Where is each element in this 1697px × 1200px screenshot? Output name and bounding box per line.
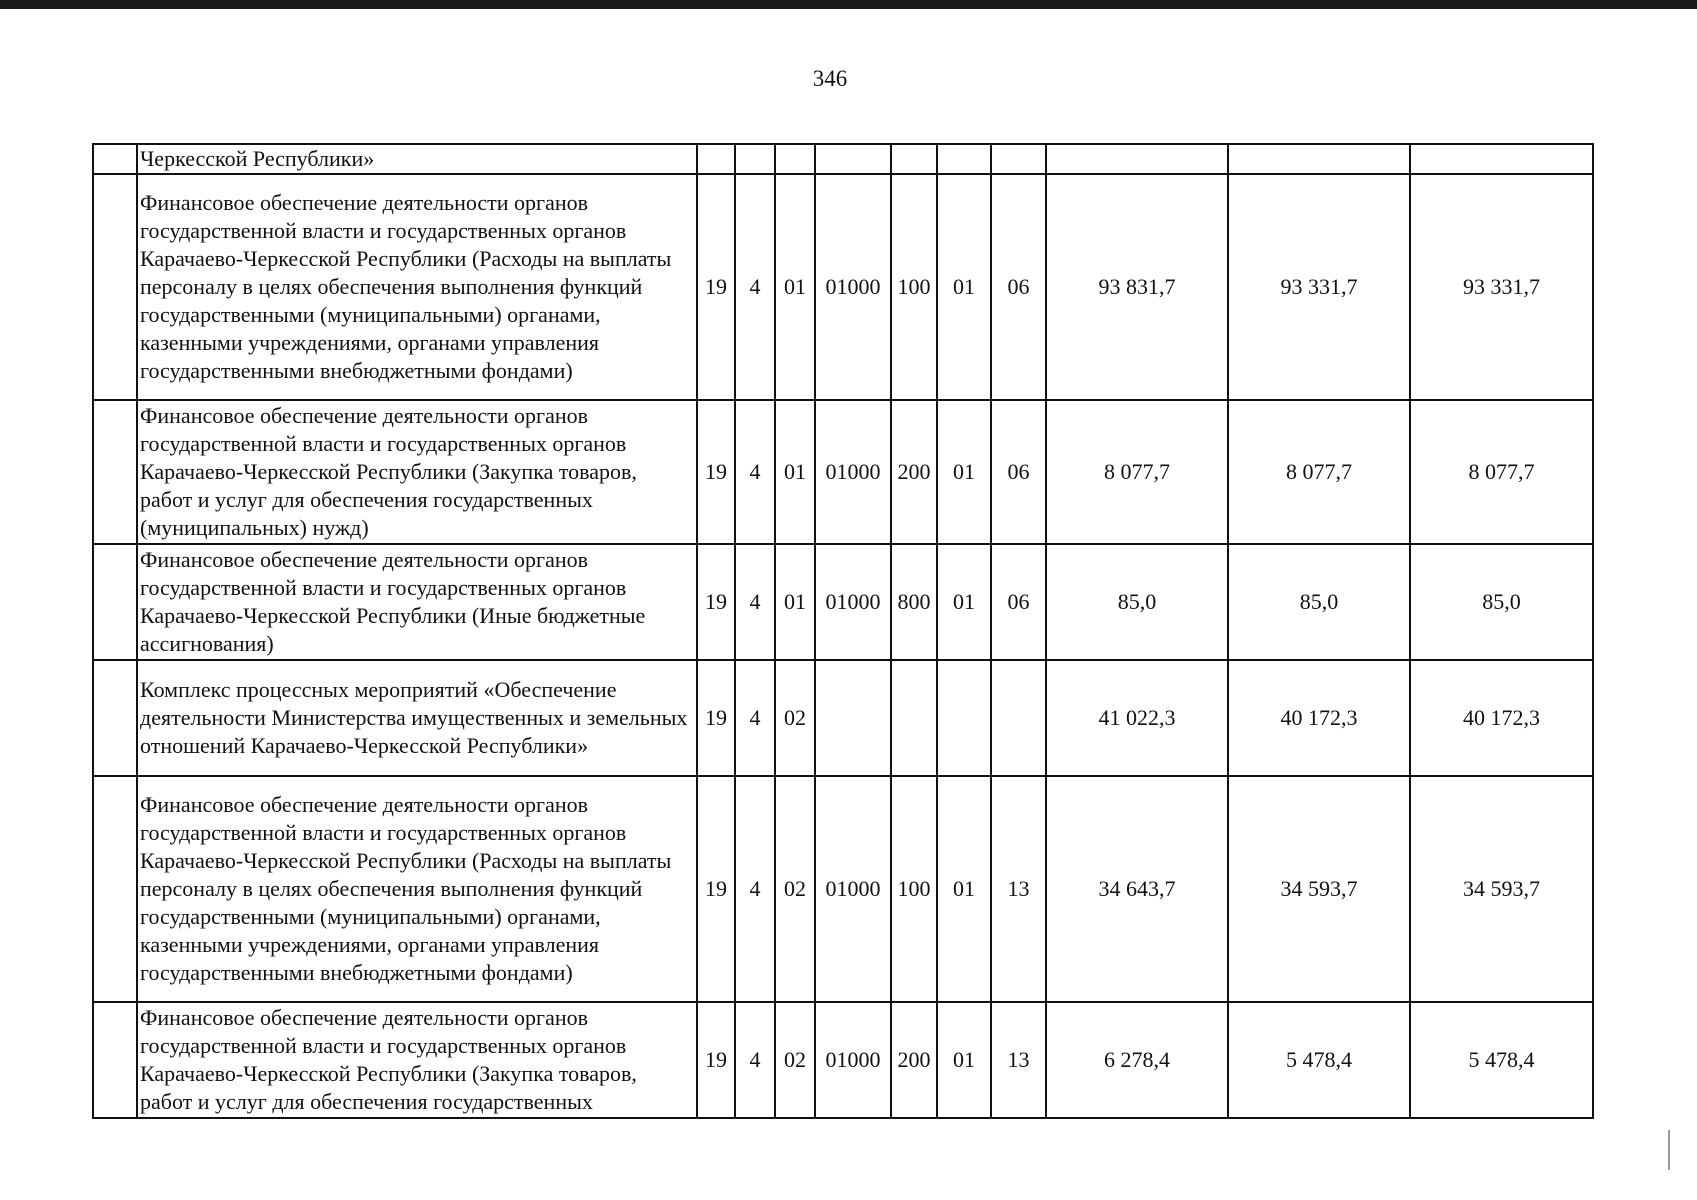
code-cell-subprogram: 02 <box>775 1002 815 1118</box>
description-cell: Финансовое обеспечение деятельности органов государственной власти и государственных органов Карачаево-Черкесской Республики (Расходы на выплаты персоналу в целях обеспечения выполнения функций государственными (муниципальными) органами, казенными учреждениями, органами управления государственными внебюджетными фондами) <box>137 174 697 400</box>
code-cell-direction: 01000 <box>815 544 891 660</box>
amount-cell-year-1 <box>1046 144 1228 174</box>
amount-cell-year-2: 5 478,4 <box>1228 1002 1410 1118</box>
code-cell-ministry <box>697 144 735 174</box>
code-cell-direction: 01000 <box>815 776 891 1002</box>
description-cell: Финансовое обеспечение деятельности органов государственной власти и государственных органов Карачаево-Черкесской Республики (Иные бюджетные ассигнования) <box>137 544 697 660</box>
code-cell-ministry: 19 <box>697 174 735 400</box>
code-cell-direction: 01000 <box>815 400 891 544</box>
amount-cell-year-3: 34 593,7 <box>1410 776 1593 1002</box>
row-index-cell <box>93 174 137 400</box>
description-cell: Комплекс процессных мероприятий «Обеспечение деятельности Министерства имущественных и земельных отношений Карачаево-Черкесской Республики» <box>137 660 697 776</box>
code-cell-expense-type: 800 <box>891 544 937 660</box>
amount-cell-year-2: 40 172,3 <box>1228 660 1410 776</box>
code-cell-section: 01 <box>937 400 991 544</box>
amount-cell-year-1: 8 077,7 <box>1046 400 1228 544</box>
row-index-cell <box>93 144 137 174</box>
code-cell-section <box>937 660 991 776</box>
code-cell-section <box>937 144 991 174</box>
code-cell-expense-type: 100 <box>891 174 937 400</box>
code-cell-subsection: 06 <box>991 400 1046 544</box>
code-cell-subprogram: 02 <box>775 776 815 1002</box>
code-cell-subprogram: 01 <box>775 400 815 544</box>
code-cell-subprogram <box>775 144 815 174</box>
amount-cell-year-3 <box>1410 144 1593 174</box>
budget-table <box>92 143 1594 1119</box>
code-cell-section: 01 <box>937 776 991 1002</box>
code-cell-direction: 01000 <box>815 174 891 400</box>
table-row <box>93 1002 1593 1118</box>
table-row <box>93 660 1593 776</box>
code-cell-subprogram: 01 <box>775 174 815 400</box>
table-row <box>93 776 1593 1002</box>
code-cell-program: 4 <box>735 174 775 400</box>
amount-cell-year-3: 85,0 <box>1410 544 1593 660</box>
budget-table-container <box>92 143 1594 1119</box>
amount-cell-year-3: 8 077,7 <box>1410 400 1593 544</box>
amount-cell-year-2: 93 331,7 <box>1228 174 1410 400</box>
code-cell-subprogram: 02 <box>775 660 815 776</box>
amount-cell-year-1: 6 278,4 <box>1046 1002 1228 1118</box>
table-row <box>93 144 1593 174</box>
code-cell-ministry: 19 <box>697 544 735 660</box>
amount-cell-year-1: 41 022,3 <box>1046 660 1228 776</box>
code-cell-program: 4 <box>735 776 775 1002</box>
code-cell-expense-type <box>891 660 937 776</box>
code-cell-expense-type: 100 <box>891 776 937 1002</box>
amount-cell-year-2: 85,0 <box>1228 544 1410 660</box>
scan-top-edge <box>0 0 1697 9</box>
code-cell-ministry: 19 <box>697 776 735 1002</box>
description-cell: Финансовое обеспечение деятельности органов государственной власти и государственных органов Карачаево-Черкесской Республики (Закупка товаров, работ и услуг для обеспечения государственных (муниципальных) нужд) <box>137 400 697 544</box>
code-cell-subsection: 06 <box>991 544 1046 660</box>
code-cell-direction: 01000 <box>815 1002 891 1118</box>
description-cell: Черкесской Республики» <box>137 144 697 174</box>
amount-cell-year-2 <box>1228 144 1410 174</box>
description-cell: Финансовое обеспечение деятельности органов государственной власти и государственных органов Карачаево-Черкесской Республики (Закупка товаров, работ и услуг для обеспечения государственных <box>137 1002 697 1118</box>
row-index-cell <box>93 660 137 776</box>
code-cell-ministry: 19 <box>697 400 735 544</box>
code-cell-subprogram: 01 <box>775 544 815 660</box>
code-cell-subsection: 13 <box>991 776 1046 1002</box>
amount-cell-year-2: 8 077,7 <box>1228 400 1410 544</box>
row-index-cell <box>93 1002 137 1118</box>
amount-cell-year-1: 85,0 <box>1046 544 1228 660</box>
amount-cell-year-3: 93 331,7 <box>1410 174 1593 400</box>
table-body <box>93 144 1593 1118</box>
amount-cell-year-3: 5 478,4 <box>1410 1002 1593 1118</box>
amount-cell-year-1: 34 643,7 <box>1046 776 1228 1002</box>
code-cell-subsection: 06 <box>991 174 1046 400</box>
code-cell-section: 01 <box>937 1002 991 1118</box>
amount-cell-year-3: 40 172,3 <box>1410 660 1593 776</box>
code-cell-section: 01 <box>937 544 991 660</box>
table-row <box>93 400 1593 544</box>
code-cell-subsection <box>991 144 1046 174</box>
scan-artifact-mark <box>1668 1130 1670 1170</box>
row-index-cell <box>93 400 137 544</box>
description-cell: Финансовое обеспечение деятельности органов государственной власти и государственных органов Карачаево-Черкесской Республики (Расходы на выплаты персоналу в целях обеспечения выполнения функций государственными (муниципальными) органами, казенными учреждениями, органами управления государственными внебюджетными фондами) <box>137 776 697 1002</box>
code-cell-ministry: 19 <box>697 1002 735 1118</box>
code-cell-expense-type: 200 <box>891 400 937 544</box>
code-cell-ministry: 19 <box>697 660 735 776</box>
code-cell-program: 4 <box>735 544 775 660</box>
code-cell-section: 01 <box>937 174 991 400</box>
code-cell-direction <box>815 660 891 776</box>
amount-cell-year-2: 34 593,7 <box>1228 776 1410 1002</box>
amount-cell-year-1: 93 831,7 <box>1046 174 1228 400</box>
code-cell-program: 4 <box>735 400 775 544</box>
code-cell-direction <box>815 144 891 174</box>
page-number: 346 <box>812 66 848 91</box>
table-row <box>93 544 1593 660</box>
code-cell-expense-type: 200 <box>891 1002 937 1118</box>
row-index-cell <box>93 544 137 660</box>
table-row <box>93 174 1593 400</box>
code-cell-expense-type <box>891 144 937 174</box>
code-cell-subsection <box>991 660 1046 776</box>
row-index-cell <box>93 776 137 1002</box>
code-cell-program: 4 <box>735 1002 775 1118</box>
code-cell-program: 4 <box>735 660 775 776</box>
code-cell-program <box>735 144 775 174</box>
code-cell-subsection: 13 <box>991 1002 1046 1118</box>
